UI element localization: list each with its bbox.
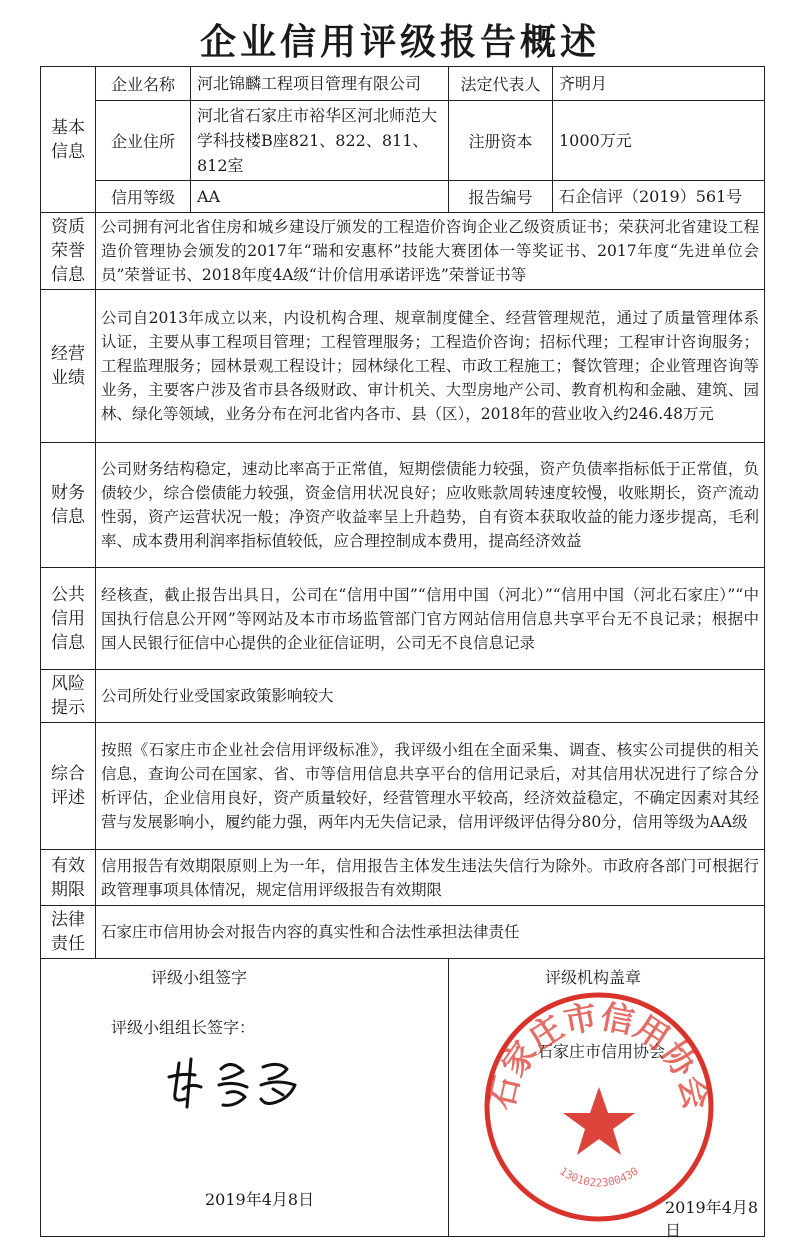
risk-label: 风险提示 <box>41 670 96 723</box>
credit-level-label: 信用等级 <box>96 181 191 213</box>
summary-label: 综合评述 <box>41 723 96 850</box>
org-seal-heading: 评级机构盖章 <box>545 968 642 987</box>
table-row <box>41 67 765 101</box>
table-row <box>41 213 765 290</box>
public-credit-text: 经核查，截止报告出具日，公司在“信用中国”“信用中国（河北）”“信用中国（河北石家庄）”“中国执行信息公开网”等网站及本市市场监管部门官方网站信用信息共享平台无不良记录；根据中国人民银行征信中心提供的企业征信证明，公司无不良信息记录 <box>96 568 765 670</box>
page-title: 企业信用评级报告概述 <box>199 22 600 63</box>
table-row <box>41 906 765 959</box>
table-row <box>41 670 765 723</box>
operations-text: 公司自2013年成立以来，内设机构合理、规章制度健全、经营管理规范，通过了质量管理体系认证，主要从事工程项目管理；工程管理服务；工程造价咨询；招标代理；工程审计咨询服务；工程监理服务；园林景观工程设计；园林绿化工程、市政工程施工；餐饮管理；企业管理咨询等业务，主要客户涉及省市县各级财政、审计机关、大型房地产公司、教育机构和金融、建筑、园林、绿化等领域，业务分布在河北省内各市、县（区），2018年的营业收入约246.48万元 <box>96 290 765 443</box>
table-row <box>41 568 765 670</box>
table-row <box>41 181 765 213</box>
group-signature-heading: 评级小组签字 <box>151 968 248 987</box>
table-row <box>41 443 765 568</box>
address-label: 企业住所 <box>96 101 191 181</box>
report-number-value: 石企信评（2019）561号 <box>553 181 765 213</box>
signature-row <box>41 959 765 1237</box>
seal-text: 石家庄市信用协会 <box>481 996 717 1114</box>
report-table <box>40 66 765 1240</box>
validity-label: 有效期限 <box>41 850 96 906</box>
seal-code: 1301022300430 <box>557 1164 641 1190</box>
legal-rep-label: 法定代表人 <box>449 67 553 101</box>
finance-label: 财务信息 <box>41 443 96 568</box>
capital-value: 1000万元 <box>553 101 765 181</box>
validity-text: 信用报告有效期限原则上为一年，信用报告主体发生违法失信行为除外。市政府各部门可根据行政管理事项具体情况，规定信用评级报告有效期限 <box>96 850 765 906</box>
address-value: 河北省石家庄市裕华区河北师范大学科技楼B座821、822、811、812室 <box>191 101 449 181</box>
company-name-label: 企业名称 <box>96 67 191 101</box>
basic-info-label: 基本信息 <box>41 67 96 213</box>
leader-signature-label: 评级小组组长签字： <box>111 1018 256 1037</box>
svg-text:1301022300430 <box>557 1165 641 1190</box>
report-number-label: 报告编号 <box>449 181 553 213</box>
summary-text: 按照《石家庄市企业社会信用评级标准》，我评级小组在全面采集、调查、核实公司提供的相关信息，查询公司在国家、省、市等信用信息共享平台的信用记录后，对其信用状况进行了综合分析评估，企业信用良好，资产质量较好，经营管理水平较高，经济效益稳定，不确定因素对其经营与发展影响小，履约能力强，两年内无失信记录，信用评级评估得分80分，信用等级为AA级 <box>96 723 765 850</box>
risk-text: 公司所处行业受国家政策影响较大 <box>96 670 765 723</box>
org-seal-cell <box>449 959 765 1240</box>
credit-level-value: AA <box>191 181 449 213</box>
table-row <box>41 850 765 906</box>
public-credit-label: 公共信用信息 <box>41 568 96 670</box>
legal-text: 石家庄市信用协会对报告内容的真实性和合法性承担法律责任 <box>96 906 765 959</box>
table-row <box>41 723 765 850</box>
official-seal-icon <box>477 985 721 1229</box>
capital-label: 注册资本 <box>449 101 553 181</box>
legal-label: 法律责任 <box>41 906 96 959</box>
table-row <box>41 290 765 443</box>
handwritten-signature-icon <box>161 1049 341 1119</box>
operations-label: 经营业绩 <box>41 290 96 443</box>
qualifications-text: 公司拥有河北省住房和城乡建设厅颁发的工程造价咨询企业乙级资质证书；荣获河北省建设工程造价管理协会颁发的2017年“瑞和安惠杯”技能大赛团体一等奖证书、2017年度“先进单位会员”荣誉证书、2018年度4A级“计价信用承诺评选”荣誉证书等 <box>96 213 765 290</box>
company-name-value: 河北锦麟工程项目管理有限公司 <box>191 67 449 101</box>
org-seal-date: 2019年4月8日 <box>665 1198 759 1240</box>
finance-text: 公司财务结构稳定，速动比率高于正常值，短期偿债能力较强，资产负债率指标低于正常值，负债较少，综合偿债能力较强，资金信用状况良好；应收账款周转速度较慢，收账期长，资产流动性弱，资产运营状况一般；净资产收益率呈上升趋势，自有资本获取收益的能力逐步提高，毛利率、成本费用利润率指标值较低，应合理控制成本费用，提高经济效益 <box>96 443 765 568</box>
legal-rep-value: 齐明月 <box>553 67 765 101</box>
group-signature-cell <box>41 959 449 1237</box>
org-name: 石家庄市信用协会 <box>537 1042 666 1061</box>
qualifications-label: 资质荣誉信息 <box>41 213 96 290</box>
table-row <box>41 101 765 181</box>
leader-signature-date: 2019年4月8日 <box>205 1190 315 1209</box>
